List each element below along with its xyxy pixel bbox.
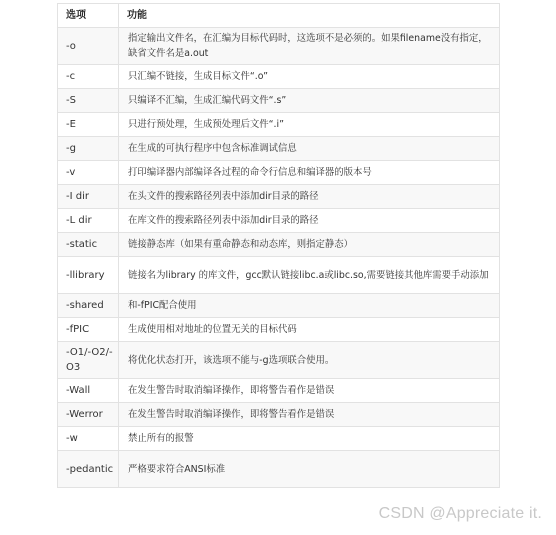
gcc-options-table: [57, 3, 500, 488]
table-row: [58, 89, 500, 113]
table-row: [58, 233, 500, 257]
description-cell: 链接静态库（如果有重命静态和动态库，则指定静态）: [119, 233, 500, 257]
description-cell: 生成使用相对地址的位置无关的目标代码: [119, 318, 500, 342]
table-row: [58, 257, 500, 294]
table-row: [58, 403, 500, 427]
table-row: [58, 65, 500, 89]
description-cell: 在发生警告时取消编译操作，即将警告看作是错误: [119, 379, 500, 403]
description-cell: 和-fPIC配合使用: [119, 294, 500, 318]
description-cell: 只编译不汇编，生成汇编代码文件“.s”: [119, 89, 500, 113]
option-cell: -I dir: [58, 185, 119, 209]
option-cell: -E: [58, 113, 119, 137]
description-cell: 打印编译器内部编译各过程的命令行信息和编译器的版本号: [119, 161, 500, 185]
description-cell: 链接名为library 的库文件，gcc默认链接libc.a或libc.so,需要链接其他库需要手动添加: [119, 257, 500, 294]
table-row: [58, 294, 500, 318]
description-cell: 禁止所有的报警: [119, 427, 500, 451]
option-cell: -v: [58, 161, 119, 185]
option-cell: -c: [58, 65, 119, 89]
description-cell: 在库文件的搜索路径列表中添加dir目录的路径: [119, 209, 500, 233]
table-row: [58, 137, 500, 161]
option-cell: -g: [58, 137, 119, 161]
header-row: [58, 4, 500, 28]
description-cell: 只进行预处理，生成预处理后文件“.i”: [119, 113, 500, 137]
table-row: [58, 427, 500, 451]
option-cell: -pedantic: [58, 451, 119, 488]
description-cell: 将优化状态打开，该选项不能与-g选项联合使用。: [119, 342, 500, 379]
table-row: [58, 451, 500, 488]
option-cell: -O1/-O2/-O3: [58, 342, 119, 379]
table-row: [58, 161, 500, 185]
header-function: 功能: [119, 4, 500, 28]
option-cell: -o: [58, 28, 119, 65]
table-row: [58, 379, 500, 403]
option-cell: -shared: [58, 294, 119, 318]
description-cell: 在头文件的搜索路径列表中添加dir目录的路径: [119, 185, 500, 209]
table-header: [58, 4, 500, 28]
table-row: [58, 342, 500, 379]
description-cell: 只汇编不链接，生成目标文件“.o”: [119, 65, 500, 89]
option-cell: -static: [58, 233, 119, 257]
table-row: [58, 318, 500, 342]
description-cell: 在生成的可执行程序中包含标准调试信息: [119, 137, 500, 161]
option-cell: -Werror: [58, 403, 119, 427]
table-row: [58, 28, 500, 65]
table-row: [58, 113, 500, 137]
option-cell: -llibrary: [58, 257, 119, 294]
option-cell: -Wall: [58, 379, 119, 403]
gcc-options-table-container: [57, 3, 499, 488]
description-cell: 严格要求符合ANSI标准: [119, 451, 500, 488]
option-cell: -S: [58, 89, 119, 113]
description-cell: 指定输出文件名，在汇编为目标代码时，这选项不是必须的。如果filename没有指定，缺省文件名是a.out: [119, 28, 500, 65]
watermark: CSDN @Appreciate it.: [378, 505, 542, 522]
description-cell: 在发生警告时取消编译操作，即将警告看作是错误: [119, 403, 500, 427]
option-cell: -L dir: [58, 209, 119, 233]
option-cell: -w: [58, 427, 119, 451]
header-option: 选项: [58, 4, 119, 28]
table-row: [58, 209, 500, 233]
table-row: [58, 185, 500, 209]
option-cell: -fPIC: [58, 318, 119, 342]
table-body: [58, 28, 500, 488]
